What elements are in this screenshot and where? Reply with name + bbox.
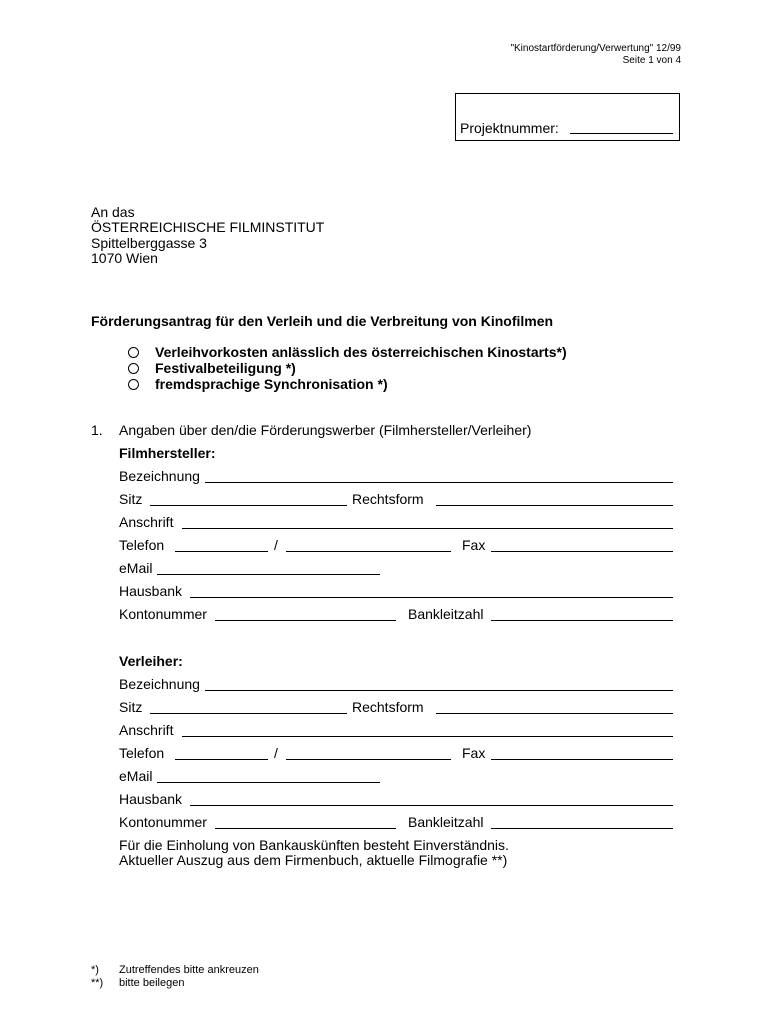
vl-telefon-slash: /	[274, 745, 278, 761]
fh-bankleitzahl-label: Bankleitzahl	[408, 606, 484, 622]
footnote-mark-2: **)	[91, 977, 104, 989]
project-number-box	[455, 93, 680, 141]
vl-bezeichnung-label: Bezeichnung	[119, 676, 200, 692]
footnote-text-1: Zutreffendes bitte ankreuzen	[119, 964, 259, 976]
address-line-4: 1070 Wien	[91, 250, 158, 266]
footnote-text-2: bitte beilegen	[119, 977, 185, 989]
project-number-label: Projektnummer:	[460, 120, 559, 136]
fh-sitz-label: Sitz	[119, 491, 143, 507]
fh-rechtsform-field[interactable]	[436, 505, 673, 506]
filmhersteller-heading: Filmhersteller:	[119, 445, 216, 461]
vl-kontonummer-field[interactable]	[215, 828, 396, 829]
fh-telefon-vorwahl-field[interactable]	[175, 551, 268, 552]
vl-hausbank-label: Hausbank	[119, 791, 183, 807]
vl-rechtsform-field[interactable]	[436, 713, 673, 714]
address-line-3: Spittelberggasse 3	[91, 235, 207, 251]
section-heading: Angaben über den/die Förderungswerber (Filmhersteller/Verleiher)	[119, 422, 532, 438]
project-number-field[interactable]	[570, 133, 673, 134]
consent-line-1: Für die Einholung von Bankauskünften besteht Einverständnis.	[119, 837, 509, 853]
fh-bezeichnung-field[interactable]	[205, 482, 673, 483]
vl-email-field[interactable]	[157, 782, 380, 783]
fh-hausbank-field[interactable]	[190, 597, 673, 598]
footnote-mark-1: *)	[91, 964, 99, 976]
vl-telefon-label: Telefon	[119, 745, 165, 761]
vl-telefon-vorwahl-field[interactable]	[175, 759, 268, 760]
fh-fax-field[interactable]	[491, 551, 673, 552]
fh-sitz-field[interactable]	[150, 505, 347, 506]
vl-anschrift-field[interactable]	[182, 736, 673, 737]
vl-fax-label: Fax	[462, 745, 486, 761]
vl-sitz-label: Sitz	[119, 699, 143, 715]
form-title: Förderungsantrag für den Verleih und die Verbreitung von Kinofilmen	[91, 313, 554, 329]
fh-bankleitzahl-field[interactable]	[491, 620, 673, 621]
address-line-2: ÖSTERREICHISCHE FILMINSTITUT	[91, 219, 325, 235]
option-label-synchronisation: fremdsprachige Synchronisation *)	[155, 376, 388, 392]
fh-telefon-label: Telefon	[119, 537, 165, 553]
fh-rechtsform-label: Rechtsform	[352, 491, 424, 507]
option-radio-kinostart[interactable]	[128, 347, 139, 358]
fh-telefon-slash: /	[274, 537, 278, 553]
fh-email-label: eMail	[119, 560, 153, 576]
fh-bezeichnung-label: Bezeichnung	[119, 468, 200, 484]
section-number: 1.	[91, 422, 103, 438]
option-radio-festival[interactable]	[128, 363, 139, 374]
address-line-1: An das	[91, 204, 135, 220]
fh-anschrift-field[interactable]	[182, 528, 673, 529]
vl-rechtsform-label: Rechtsform	[352, 699, 424, 715]
vl-kontonummer-label: Kontonummer	[119, 814, 207, 830]
fh-kontonummer-label: Kontonummer	[119, 606, 207, 622]
vl-fax-field[interactable]	[491, 759, 673, 760]
vl-bankleitzahl-label: Bankleitzahl	[408, 814, 484, 830]
page-indicator: Seite 1 von 4	[622, 55, 681, 66]
vl-anschrift-label: Anschrift	[119, 722, 174, 738]
verleiher-heading: Verleiher:	[119, 653, 183, 669]
option-label-festival: Festivalbeteiligung *)	[155, 360, 296, 376]
fh-kontonummer-field[interactable]	[215, 620, 396, 621]
form-code: "Kinostartförderung/Verwertung" 12/99	[510, 43, 681, 54]
fh-hausbank-label: Hausbank	[119, 583, 183, 599]
vl-bankleitzahl-field[interactable]	[491, 828, 673, 829]
vl-telefon-nummer-field[interactable]	[286, 759, 451, 760]
fh-fax-label: Fax	[462, 537, 486, 553]
fh-email-field[interactable]	[157, 574, 380, 575]
option-label-kinostart: Verleihvorkosten anlässlich des österreichischen Kinostarts*)	[155, 344, 567, 360]
fh-telefon-nummer-field[interactable]	[286, 551, 451, 552]
consent-line-2: Aktueller Auszug aus dem Firmenbuch, aktuelle Filmografie **)	[119, 852, 508, 868]
fh-anschrift-label: Anschrift	[119, 514, 174, 530]
vl-email-label: eMail	[119, 768, 153, 784]
vl-sitz-field[interactable]	[150, 713, 347, 714]
vl-bezeichnung-field[interactable]	[205, 690, 673, 691]
option-radio-synchronisation[interactable]	[128, 379, 139, 390]
vl-hausbank-field[interactable]	[190, 805, 673, 806]
